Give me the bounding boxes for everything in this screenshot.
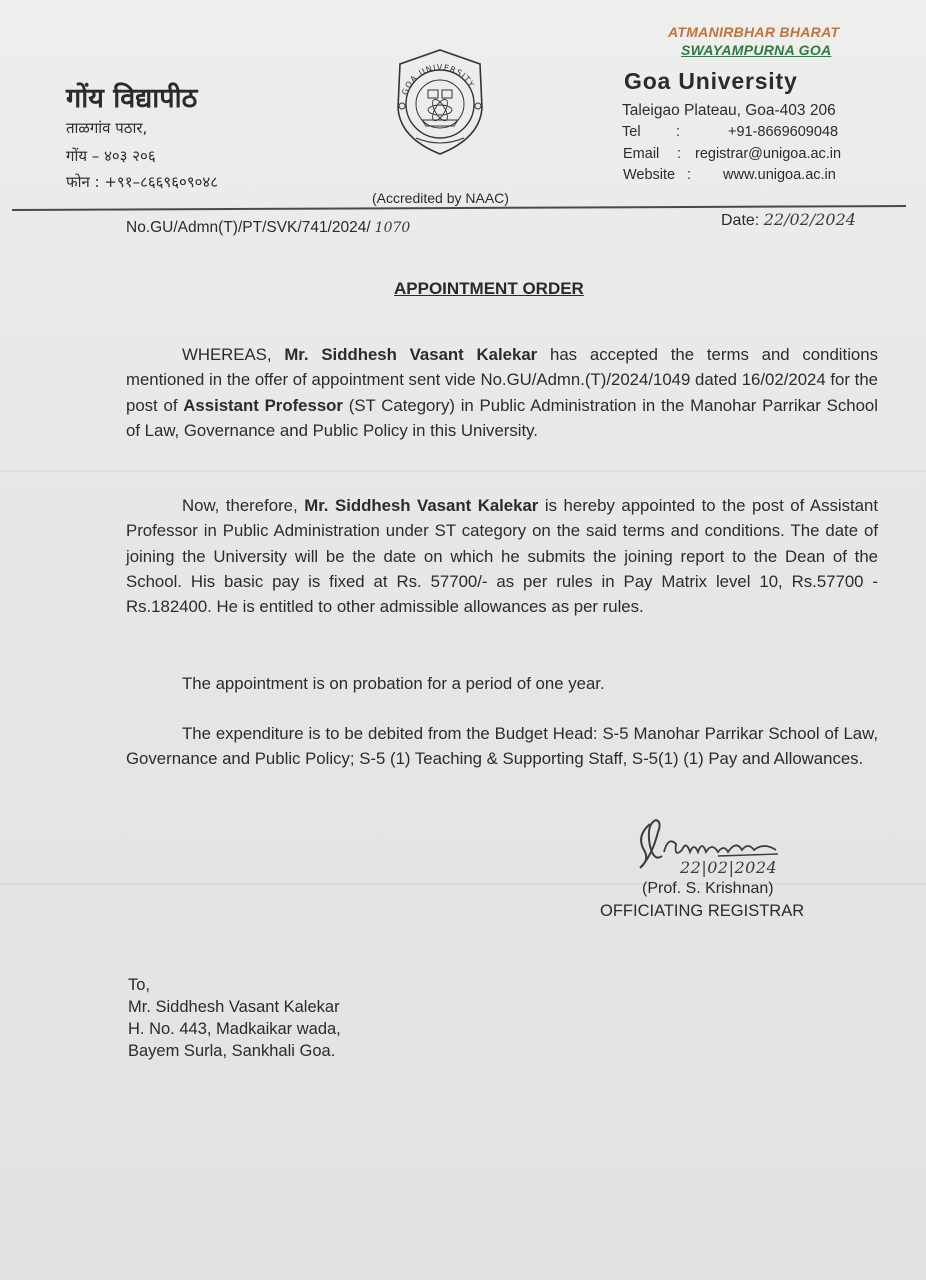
p4-text: The expenditure is to be debited from the Budget Head: S-5 Manohar Parrikar School of Law, Governance and Public Policy; S-5 (1) Teaching & Supporting Staff, S-5(1) (1) Pay and Allowances.: [126, 724, 878, 769]
slogan-line-2: SWAYAMPURNA GOA: [681, 42, 832, 58]
p2-body: is hereby appointed to the post of Assistant Professor in Public Administration under ST category on the said terms and conditions. The date of joining the University will be the date on which he submits the joining report to the Dean of the School. His basic pay is fixed at Rs. 57700/- as per rules in Pay Matrix level 10, Rs.57700 - Rs.182400. He is entitled to other admissible allowances as per rules.: [126, 496, 878, 617]
contact-website: [623, 167, 836, 183]
recipient-address-2: Bayem Surla, Sankhali Goa.: [128, 1042, 336, 1060]
reference-number-printed: No.GU/Admn(T)/PT/SVK/741/2024/: [126, 219, 371, 236]
header-left-line-3: फोन : +९१–८६६९६०९०४८: [66, 173, 219, 191]
contact-label: Email: [623, 146, 660, 162]
recipient-to: To,: [128, 976, 151, 994]
university-address: Taleigao Plateau, Goa-403 206: [622, 102, 836, 119]
paragraph-3: [126, 671, 878, 696]
contact-tel: [622, 124, 838, 140]
p3-text: The appointment is on probation for a period of one year.: [182, 674, 605, 693]
post-name: Assistant Professor: [183, 395, 343, 415]
p1-tail: (ST Category) in Public Administration in the Manohar Parrikar School of Law, Governance and Public Policy in this University.: [126, 395, 878, 440]
contact-sep: :: [677, 146, 682, 162]
paragraph-1: [126, 342, 878, 443]
logo-text: GOA UNIVERSITY: [400, 63, 477, 97]
naac-accreditation: (Accredited by NAAC): [372, 190, 509, 206]
header-left-title: गोंय विद्यापीठ: [66, 83, 198, 114]
p1-body: has accepted the terms and conditions mentioned in the offer of appointment sent vide No.GU/Admn.(T)/2024/1049 dated 16/02/2024 for the post of: [126, 345, 878, 415]
slogan-line-1: ATMANIRBHAR BHARAT: [668, 24, 840, 40]
page-title: APPOINTMENT ORDER: [394, 279, 584, 298]
contact-sep: :: [687, 167, 692, 183]
recipient-address-1: H. No. 443, Madkaikar wada,: [128, 1020, 341, 1038]
letter-date: [721, 210, 856, 230]
header-left-line-2: गोंय – ४०३ २०६: [66, 147, 156, 165]
paragraph-4: [126, 721, 878, 772]
paper-fold: [0, 883, 926, 885]
date-value: 22/02/2024: [763, 210, 856, 229]
appointee-name: Mr. Siddhesh Vasant Kalekar: [284, 345, 538, 364]
paper-fold: [0, 470, 926, 472]
signatory-designation: OFFICIATING REGISTRAR: [600, 902, 805, 920]
appointee-name: Mr. Siddhesh Vasant Kalekar: [304, 496, 539, 515]
reference-number: [126, 219, 410, 237]
university-name: Goa University: [624, 68, 798, 94]
header-left-line-1: ताळगांव पठार,: [66, 119, 148, 137]
signatory-name: (Prof. S. Krishnan): [642, 880, 774, 897]
contact-label: Website: [623, 167, 676, 183]
contact-value: +91-8669609048: [728, 124, 839, 140]
contact-label: Tel: [622, 124, 641, 140]
p2-lead: Now, therefore,: [182, 496, 298, 515]
recipient-name: Mr. Siddhesh Vasant Kalekar: [128, 998, 340, 1016]
paragraph-2: [126, 493, 878, 619]
signature-date: 22|02|2024: [680, 858, 778, 877]
contact-value: registrar@unigoa.ac.in: [695, 146, 842, 162]
reference-number-handwritten: 1070: [374, 220, 411, 236]
contact-email: [623, 146, 841, 162]
university-logo: [392, 46, 488, 158]
contact-sep: :: [676, 124, 681, 140]
contact-value: www.unigoa.ac.in: [723, 167, 836, 183]
date-label: Date:: [721, 212, 760, 229]
p1-lead: WHEREAS,: [182, 345, 272, 364]
